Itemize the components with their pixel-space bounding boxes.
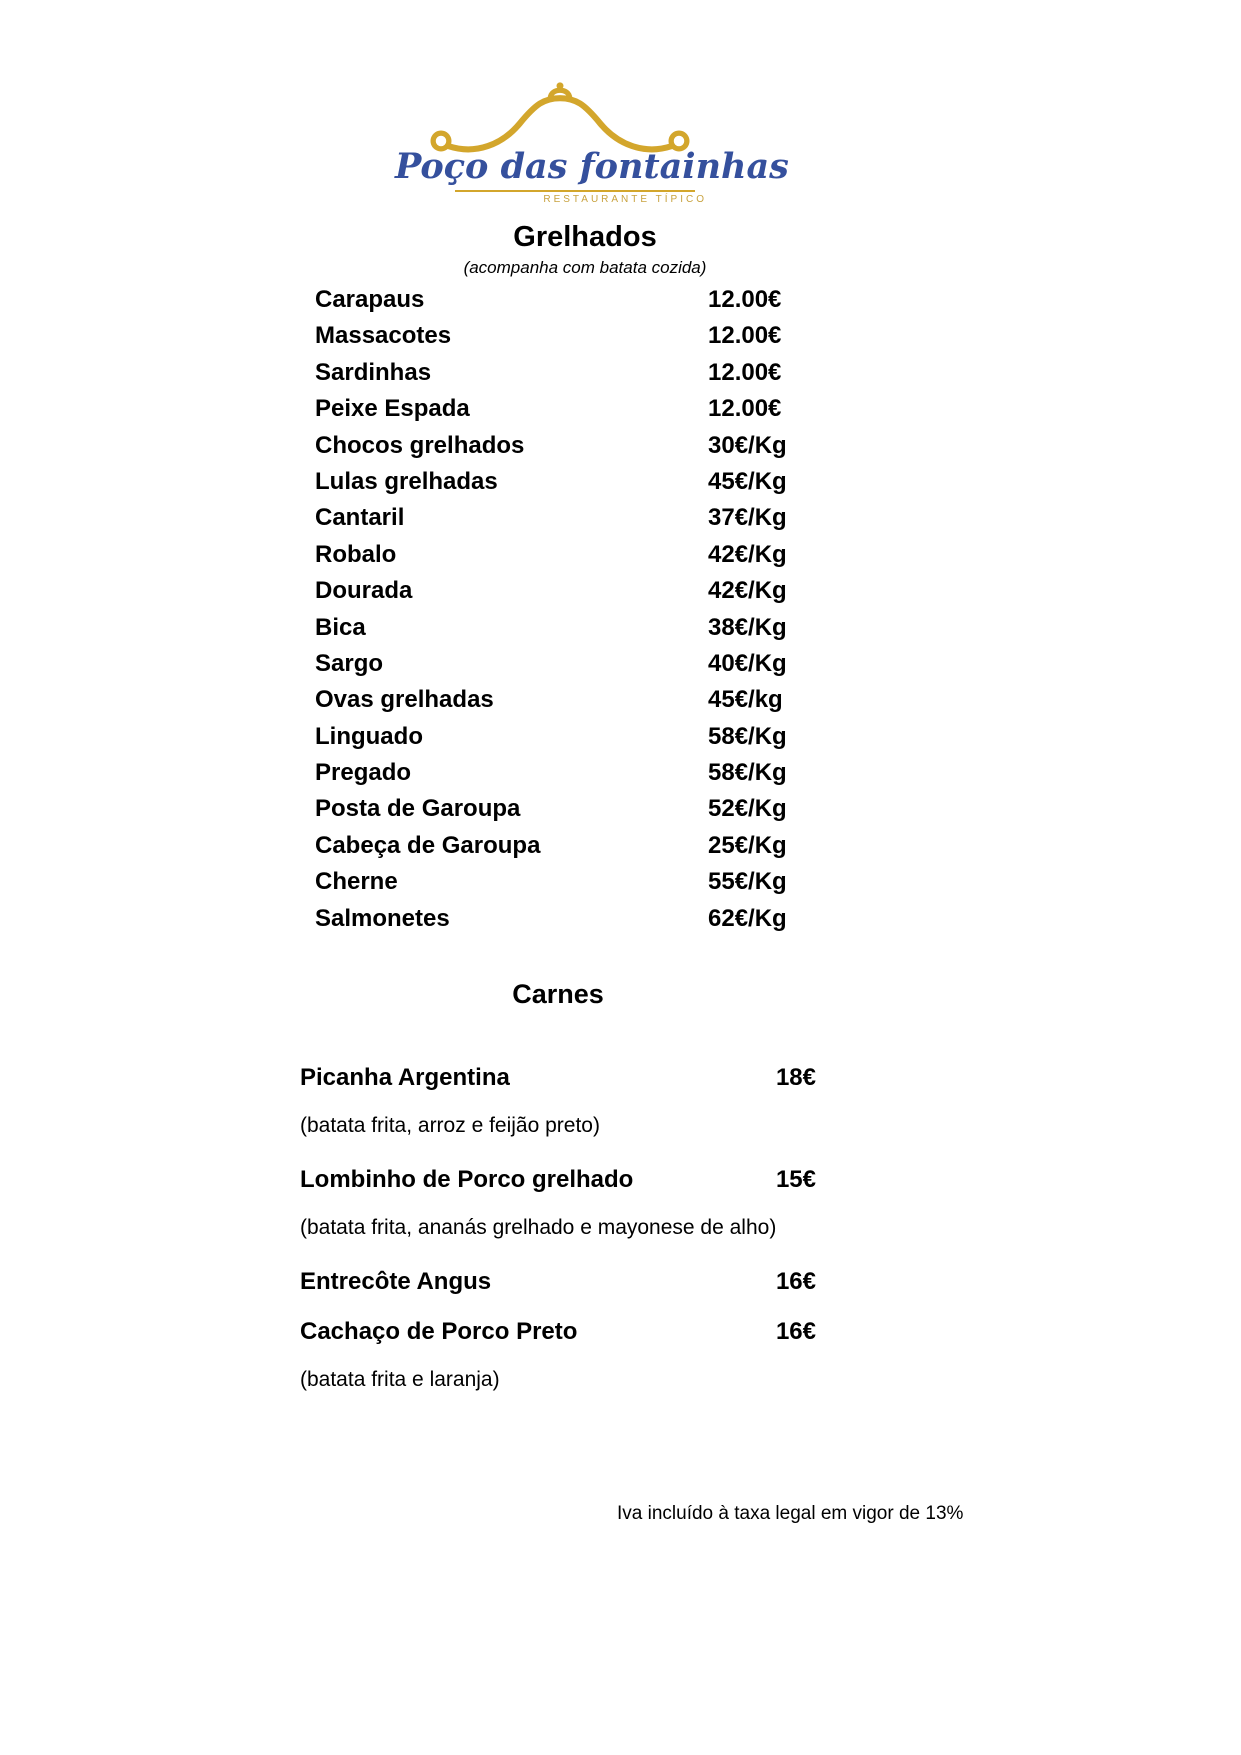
menu-item-row: [315, 468, 855, 504]
item-name: Dourada: [315, 577, 413, 605]
grelhados-list: [315, 286, 855, 941]
item-name: Ovas grelhadas: [315, 686, 494, 714]
item-note: (batata frita e laranja): [300, 1368, 500, 1391]
item-price: 12.00€: [708, 395, 782, 423]
item-price: 12.00€: [708, 358, 782, 386]
item-price: 58€/Kg: [708, 759, 787, 787]
grelhados-subtitle: (acompanha com batata cozida): [463, 258, 707, 277]
item-name: Massacotes: [315, 322, 452, 350]
menu-item-row: [315, 541, 855, 577]
menu-item-row: [315, 832, 855, 868]
item-price: 40€/Kg: [708, 649, 787, 677]
carnes-section: [300, 975, 816, 1419]
restaurant-logo: [395, 78, 789, 205]
item-name: Lombinho de Porco grelhado: [300, 1166, 634, 1193]
item-price: 12.00€: [708, 322, 782, 350]
item-price: 12.00€: [708, 286, 782, 313]
item-note: (batata frita, ananás grelhado e mayonese de alho): [300, 1216, 777, 1239]
item-price: 16€: [775, 1318, 816, 1345]
item-price: 37€/Kg: [708, 504, 787, 532]
menu-item-row: [300, 1267, 816, 1297]
menu-item-row: [315, 395, 855, 431]
carnes-title: Carnes: [512, 979, 604, 1009]
item-price: 45€/Kg: [708, 467, 787, 495]
menu-item-row: [315, 322, 855, 358]
item-name: Cherne: [315, 868, 398, 896]
menu-item-row: [315, 286, 855, 322]
menu-item-row: [300, 1317, 816, 1347]
item-name: Picanha Argentina: [300, 1064, 510, 1091]
item-name: Linguado: [315, 722, 423, 750]
menu-item-row: [315, 759, 855, 795]
item-name: Lulas grelhadas: [315, 467, 498, 495]
item-name: Cabeça de Garoupa: [315, 831, 541, 859]
item-price: 42€/Kg: [708, 540, 787, 568]
item-price: 52€/Kg: [708, 795, 787, 823]
menu-item-row: [315, 905, 855, 941]
menu-item-row: [315, 650, 855, 686]
item-name: Cachaço de Porco Preto: [300, 1318, 578, 1345]
item-price: 25€/Kg: [708, 831, 787, 859]
item-name: Bica: [315, 613, 366, 641]
item-price: 42€/Kg: [708, 577, 787, 605]
grelhados-section: [315, 218, 855, 941]
item-price: 62€/Kg: [708, 904, 787, 932]
item-name: Peixe Espada: [315, 395, 470, 423]
logo-subtitle: RESTAURANTE TÍPICO: [543, 194, 707, 205]
menu-item-row: [315, 868, 855, 904]
item-price: 16€: [775, 1268, 816, 1295]
item-name: Sargo: [315, 649, 384, 677]
grelhados-title: Grelhados: [513, 221, 657, 253]
item-price: 55€/Kg: [708, 868, 787, 896]
item-name: Posta de Garoupa: [315, 795, 521, 823]
menu-item-row: [315, 504, 855, 540]
menu-item-row: [315, 686, 855, 722]
item-name: Salmonetes: [315, 904, 450, 932]
item-price: 30€/Kg: [708, 431, 787, 459]
menu-item-row: [315, 614, 855, 650]
item-name: Robalo: [315, 540, 397, 568]
menu-item-row: [315, 359, 855, 395]
item-name: Pregado: [315, 759, 412, 787]
logo-name: Poço das fontainhas: [395, 146, 789, 187]
item-price: 58€/Kg: [708, 722, 787, 750]
menu-item-row: [315, 577, 855, 613]
menu-item-row: [300, 1063, 816, 1093]
item-name: Chocos grelhados: [315, 431, 525, 459]
menu-item-row: [315, 795, 855, 831]
item-name: Entrecôte Angus: [300, 1268, 492, 1295]
carnes-list: [300, 1063, 816, 1393]
tax-note: Iva incluído à taxa legal em vigor de 13%: [617, 1503, 964, 1524]
menu-item-row: [315, 723, 855, 759]
item-price: 18€: [775, 1064, 816, 1091]
item-price: 45€/kg: [708, 686, 783, 714]
logo-divider: [455, 190, 695, 192]
item-name: Sardinhas: [315, 358, 432, 386]
menu-item-row: [300, 1165, 816, 1195]
item-name: Cantaril: [315, 504, 405, 532]
menu-item-row: [315, 432, 855, 468]
item-note: (batata frita, arroz e feijão preto): [300, 1114, 600, 1137]
item-price: 15€: [775, 1166, 816, 1193]
item-price: 38€/Kg: [708, 613, 787, 641]
item-name: Carapaus: [315, 286, 425, 313]
